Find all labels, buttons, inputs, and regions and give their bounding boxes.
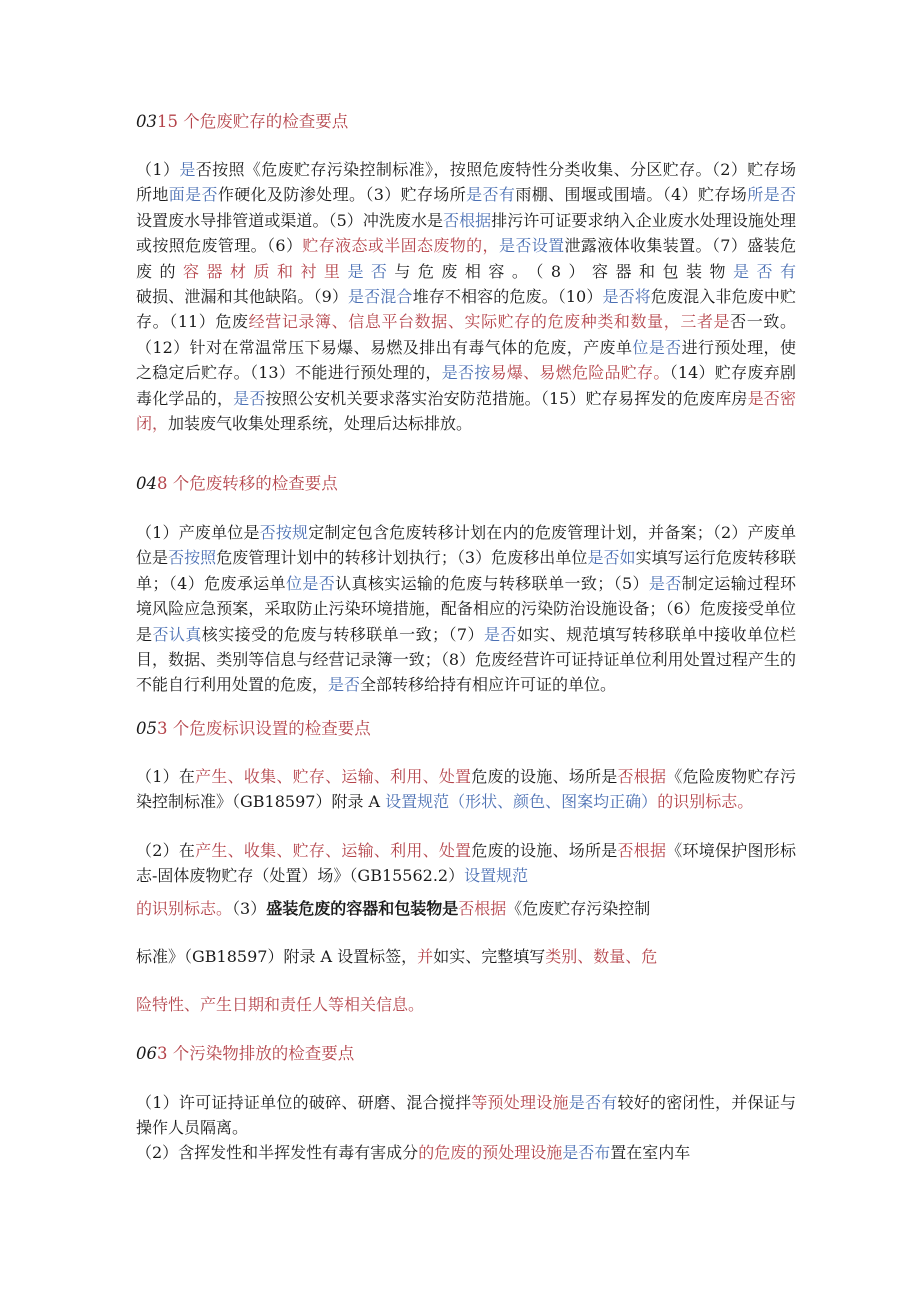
text-run: 并 xyxy=(417,947,434,966)
section-paragraph xyxy=(136,1140,796,1165)
text-run: 经营记录簿、信息平台数据、实际贮存的危废种类和数量，三者是 xyxy=(248,312,731,332)
text-run: 易爆、易燃危险品贮存。 xyxy=(490,363,670,383)
section-heading-03: 0315 个危废贮存的检查要点 xyxy=(136,112,349,131)
text-run: 雨棚、围堰或围墙。（4）贮存场 xyxy=(515,185,748,205)
text-run: 等预处理设施 xyxy=(471,1093,569,1112)
section-line xyxy=(136,897,796,921)
section-paragraph xyxy=(136,157,796,436)
text-run: 是否 xyxy=(233,388,266,408)
text-run: 与危废相容。（8）容器和包装物 xyxy=(394,261,733,281)
text-run: 贮存液态或半固态废物的， xyxy=(302,236,499,256)
text-run: 否根据 xyxy=(617,767,667,786)
text-run: 危废管理计划中的转移计划执行；（3）危废移出单位 xyxy=(216,548,588,568)
text-run: 危废混入非危废中贮存。（11）危废 xyxy=(136,287,796,332)
text-run: 设置废水导排管道或渠道。（5）冲洗废水是 xyxy=(136,210,444,230)
text-run: 是否有 xyxy=(568,1093,618,1112)
text-run: 盛装危废的容器和包装物是 xyxy=(266,899,459,918)
text-run: 进行预处理，使之稳定后贮存。（13）不能进行预处理的， xyxy=(136,337,796,383)
text-run: 是否如 xyxy=(587,548,636,568)
text-run: 危废的设施、场所是 xyxy=(471,841,618,860)
section-paragraph xyxy=(136,764,796,815)
text-run: 是否布 xyxy=(562,1143,611,1162)
text-run: 置在室内车 xyxy=(610,1143,691,1162)
text-run: 否按照 xyxy=(168,548,217,568)
text-run: 是否 xyxy=(328,675,361,695)
text-run: 是否 xyxy=(648,573,682,593)
text-run: 位是否 xyxy=(285,573,336,593)
text-run: 加装废气收集处理系统，处理后达标排放。 xyxy=(168,414,473,434)
text-run: 容器材质和衬里 xyxy=(182,261,348,281)
text-run: 如实、完整填写 xyxy=(433,947,546,966)
text-run: 《危险废物贮存污染控制标准》（GB18597）附录 A xyxy=(136,767,796,812)
text-run: 《危废贮存污染控制 xyxy=(506,899,651,918)
section-paragraph xyxy=(136,1090,796,1141)
text-run: 定制定包含危废转移计划在内的危废管理计划，并备案；（2）产废单位是 xyxy=(136,523,796,568)
text-run: 认真核实运输的危废与转移联单一致；（5） xyxy=(335,573,649,593)
text-run: 的识别标志。 xyxy=(136,899,233,918)
text-run: 是否设置 xyxy=(498,236,565,256)
text-run: 实填写运行危废转移联单；（4）危废承运单 xyxy=(136,548,796,593)
text-run: 排污许可证要求纳入企业废水处理设施处理或按照危废管理。（6） xyxy=(136,210,796,256)
text-run: 如实、规范填写转移联单中接收单位栏目，数据、类别等信息与经营记录簿一致；（8）危废经营许可证持证单位利用处置过程产生的不能自行利用处置的危废， xyxy=(136,624,796,695)
text-run: 是否密闭， xyxy=(136,388,796,434)
text-run: 否根据 xyxy=(617,841,667,860)
text-run: 的危废的预处理设施 xyxy=(418,1143,563,1162)
text-run: 制定运输过程环境风险应急预案，采取防止污染环境措施，配备相应的污染防治设施设备；（6）危废接受单位是 xyxy=(136,573,796,644)
section-paragraph xyxy=(136,838,796,889)
section-paragraph xyxy=(136,520,796,698)
text-run: 是否按 xyxy=(441,363,491,383)
text-run: 是否有 xyxy=(732,261,796,281)
text-run: 作硬化及防渗处理。（3）贮存场所 xyxy=(217,185,467,205)
text-run: 所是否 xyxy=(747,185,796,205)
text-run: 是 xyxy=(179,160,196,179)
text-run: 设置规范（形状、颜色、图案均正确） xyxy=(385,792,658,812)
section-line xyxy=(136,993,796,1017)
text-run: 设置规范 xyxy=(464,866,529,886)
text-run: 类别、数量、危 xyxy=(545,947,658,966)
text-run: 破损、泄漏和其他缺陷。（9） xyxy=(136,287,349,307)
section-heading-05: 053 个危废标识设置的检查要点 xyxy=(136,719,371,738)
text-run: 的识别标志。 xyxy=(657,792,754,812)
text-run: （1）许可证持证单位的破碎、研磨、混合搅拌 xyxy=(136,1093,472,1112)
text-run: 险特性、产生日期和责任人等相关信息。 xyxy=(136,995,425,1014)
text-run: （1）产废单位是 xyxy=(136,523,260,542)
text-run: 产生、收集、贮存、运输、利用、处置 xyxy=(195,767,472,786)
text-run: （1） xyxy=(136,160,180,179)
text-run: 面是否 xyxy=(168,185,218,205)
text-run: （1）在 xyxy=(136,767,196,786)
text-run: 否按照《危废贮存污染控制标准》，按照危废特性分类收集、分区贮存。（2）贮存场所地 xyxy=(136,160,796,205)
text-run: 位是否 xyxy=(632,337,682,357)
text-run: （2）含挥发性和半挥发性有毒有害成分 xyxy=(136,1143,419,1162)
text-run: 堆存不相容的危废。（10） xyxy=(412,287,603,307)
text-run: 是否有 xyxy=(466,185,516,205)
text-run: 否认真 xyxy=(152,624,202,644)
text-run: 核实接受的危废与转移联单一致；（7） xyxy=(201,624,484,644)
section-heading-06: 063 个污染物排放的检查要点 xyxy=(136,1044,355,1063)
text-run: 是否混合 xyxy=(348,287,413,307)
text-run: 是否 xyxy=(347,261,395,281)
text-run: （2）在 xyxy=(136,841,196,860)
text-run: 是否 xyxy=(483,624,517,644)
text-run: 否一致。（12）针对在常温常压下易爆、易燃及排出有毒气体的危废，产废单 xyxy=(136,312,796,357)
text-run: 否根据 xyxy=(458,899,507,918)
text-run: 泄露液体收集装置。（7）盛装危废的 xyxy=(136,236,796,281)
section-line xyxy=(136,945,796,969)
text-run: 危废的设施、场所是 xyxy=(471,767,618,786)
text-run: 按照公安机关要求落实治安防范措施。（15）贮存易挥发的危废库房 xyxy=(265,388,748,408)
text-run: （3） xyxy=(232,899,267,918)
text-run: （14）贮存废弃剧毒化学品的， xyxy=(136,363,796,408)
text-run: 标准》（GB18597）附录 A 设置标签， xyxy=(136,947,418,966)
text-run: 产生、收集、贮存、运输、利用、处置 xyxy=(195,841,472,860)
text-run: 较好的密闭性，并保证与操作人员隔离。 xyxy=(136,1093,796,1138)
text-run: 全部转移给持有相应许可证的单位。 xyxy=(360,675,617,695)
text-run: 否按规 xyxy=(259,523,309,542)
text-run: 否根据 xyxy=(443,210,492,230)
section-heading-04: 048 个危废转移的检查要点 xyxy=(136,474,338,493)
text-run: 是否将 xyxy=(602,287,651,307)
text-run: 《环境保护图形标志-固体废物贮存（处置）场》（GB15562.2） xyxy=(136,841,796,886)
